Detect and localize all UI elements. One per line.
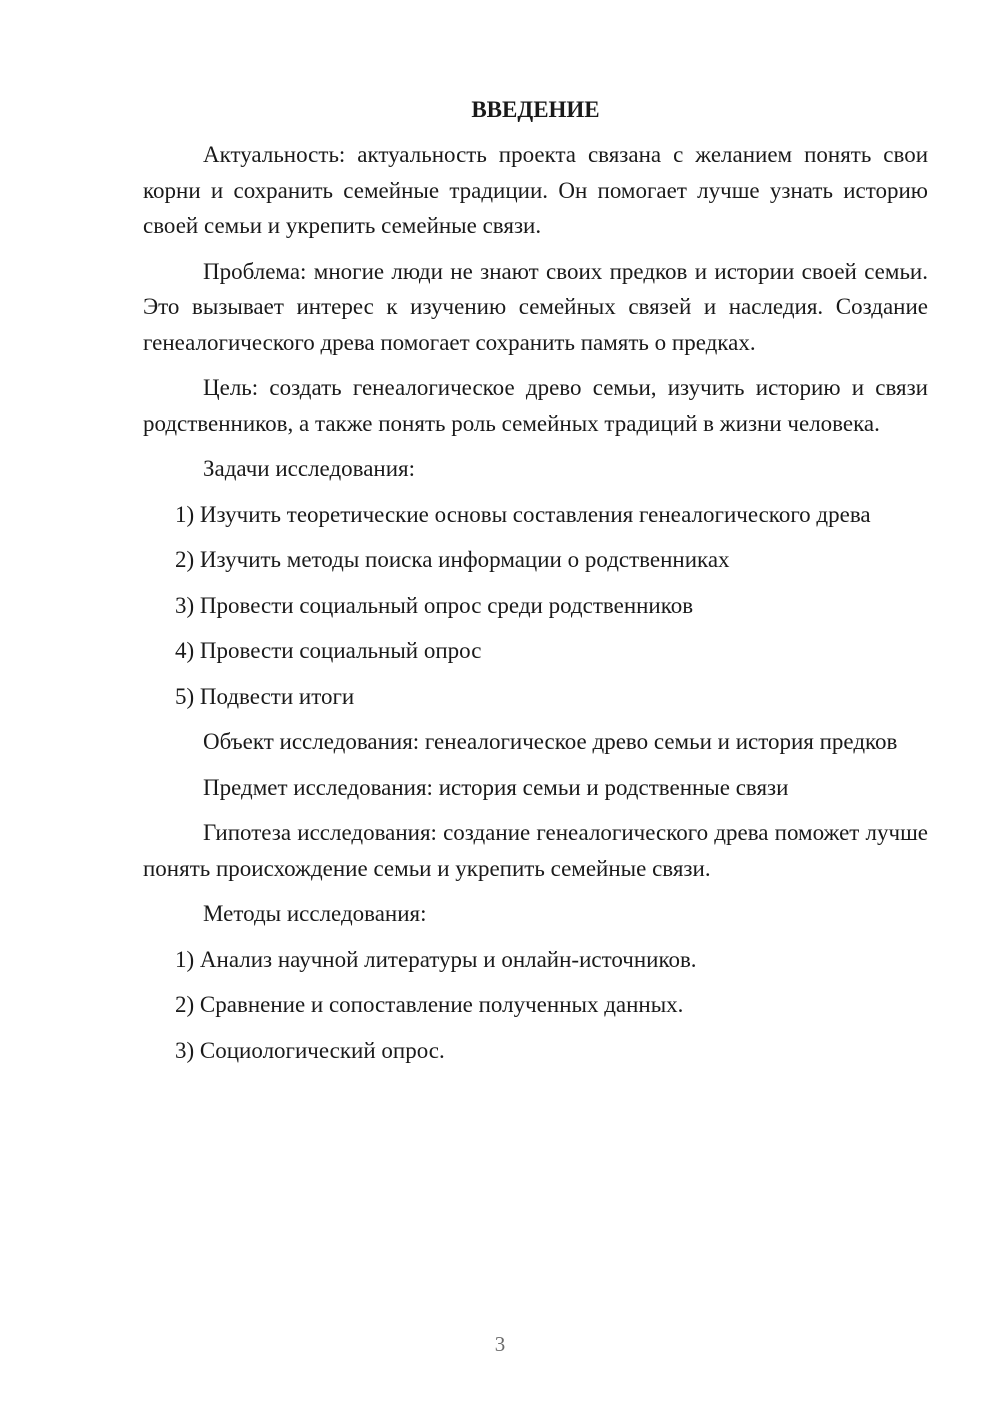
relevance-paragraph: Актуальность: актуальность проекта связана с желанием понять свои корни и сохранить семейные традиции. Он помогает лучше узнать историю своей семьи и укрепить семейные связи. (143, 142, 928, 238)
subject-paragraph: Предмет исследования: история семьи и родственные связи (203, 774, 789, 800)
document-page (143, 92, 928, 1078)
object-paragraph: Объект исследования: генеалогическое древо семьи и история предков (203, 729, 898, 754)
list-item: 3) Провести социальный опрос среди родственников (175, 592, 694, 618)
page-title: ВВЕДЕНИЕ (471, 97, 600, 122)
methods-heading: Методы исследования: (203, 901, 427, 926)
list-item: 2) Изучить методы поиска информации о родственниках (175, 547, 730, 572)
list-item: 4) Провести социальный опрос (175, 638, 482, 663)
page-number: 3 (494, 1332, 506, 1356)
list-item: 2) Сравнение и сопоставление полученных данных. (175, 992, 684, 1017)
problem-paragraph: Проблема: многие люди не знают своих предков и истории своей семьи. Это вызывает интерес к изучению семейных связей и наследия. Создание генеалогического древа помогает сохранить память о предках. (143, 258, 928, 355)
hypothesis-paragraph: Гипотеза исследования: создание генеалогического древа поможет лучше понять происхождение семьи и укрепить семейные связи. (143, 820, 928, 881)
methods-list (143, 942, 928, 1069)
tasks-list (143, 497, 928, 715)
goal-paragraph: Цель: создать генеалогическое древо семьи, изучить историю и связи родственников, а также понять роль семейных традиций в жизни человека. (143, 375, 928, 436)
list-item: 3) Социологический опрос. (175, 1037, 445, 1063)
list-item: 1) Изучить теоретические основы составления генеалогического древа (175, 501, 871, 527)
list-item: 5) Подвести итоги (175, 683, 355, 709)
list-item: 1) Анализ научной литературы и онлайн-источников. (175, 946, 697, 972)
tasks-heading: Задачи исследования: (203, 456, 416, 481)
